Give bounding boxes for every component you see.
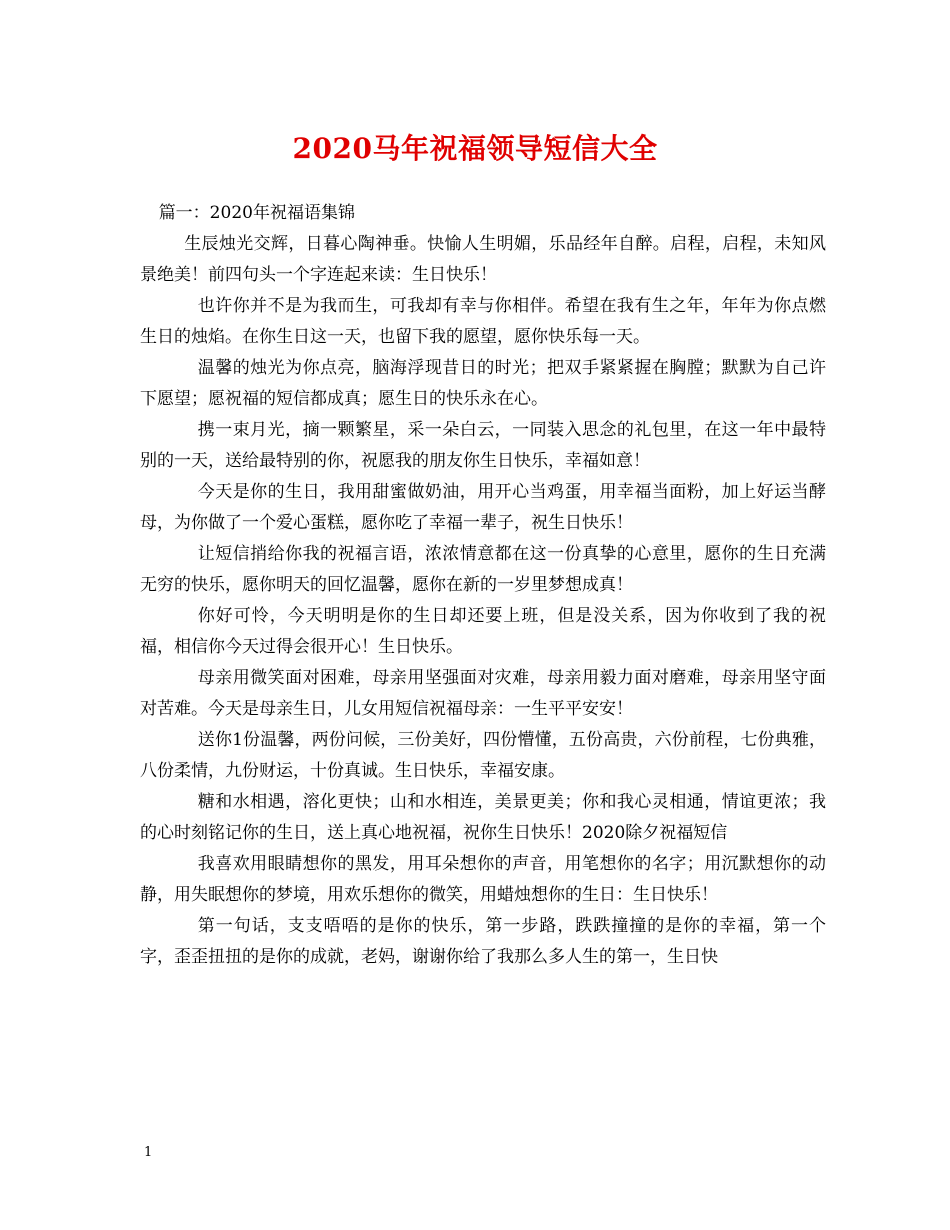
- paragraph: 生辰烛光交辉，日暮心陶神垂。快愉人生明媚，乐品经年自醉。启程，启程，未知风景绝美！前四句头一个字连起来读：生日快乐！: [140, 234, 826, 285]
- paragraph: 你好可怜，今天明明是你的生日却还要上班，但是没关系，因为你收到了我的祝福，相信你今天过得会很开心！生日快乐。: [140, 606, 826, 657]
- paragraph: 我喜欢用眼睛想你的黑发，用耳朵想你的声音，用笔想你的名字；用沉默想你的动静，用失眠想你的梦境，用欢乐想你的微笑，用蜡烛想你的生日：生日快乐！: [140, 854, 826, 905]
- paragraph: 今天是你的生日，我用甜蜜做奶油，用开心当鸡蛋，用幸福当面粉，加上好运当酵母，为你做了一个爱心蛋糕，愿你吃了幸福一辈子，祝生日快乐！: [140, 482, 826, 533]
- paragraph: 糖和水相遇，溶化更快；山和水相连，美景更美；你和我心灵相通，情谊更浓；我的心时刻铭记你的生日，送上真心地祝福，祝你生日快乐！2020除夕祝福短信: [140, 792, 826, 843]
- paragraph: 温馨的烛光为你点亮，脑海浮现昔日的时光；把双手紧紧握在胸膛；默默为自己许下愿望；愿祝福的短信都成真；愿生日的快乐永在心。: [140, 358, 826, 409]
- section-heading: 篇一：2020年祝福语集锦: [158, 203, 355, 223]
- document-body: [140, 198, 826, 973]
- paragraph: 送你1份温馨，两份问候，三份美好，四份懵懂，五份高贵，六份前程，七份典雅，八份柔情，九份财运，十份真诚。生日快乐，幸福安康。: [140, 730, 826, 781]
- paragraph: 母亲用微笑面对困难，母亲用坚强面对灾难，母亲用毅力面对磨难，母亲用坚守面对苦难。今天是母亲生日，儿女用短信祝福母亲：一生平平安安！: [140, 668, 826, 719]
- paragraph: 第一句话，支支唔唔的是你的快乐，第一步路，跌跌撞撞的是你的幸福，第一个字，歪歪扭扭的是你的成就，老妈，谢谢你给了我那么多人生的第一，生日快: [140, 916, 826, 967]
- paragraph: 也许你并不是为我而生，可我却有幸与你相伴。希望在我有生之年，年年为你点燃生日的烛焰。在你生日这一天，也留下我的愿望，愿你快乐每一天。: [140, 296, 826, 347]
- page-number: 1: [144, 1145, 153, 1160]
- document-title: 2020马年祝福领导短信大全: [292, 132, 658, 165]
- paragraph: 携一束月光，摘一颗繁星，采一朵白云，一同装入思念的礼包里，在这一年中最特别的一天，送给最特别的你，祝愿我的朋友你生日快乐，幸福如意！: [140, 420, 826, 471]
- paragraph: 让短信捎给你我的祝福言语，浓浓情意都在这一份真挚的心意里，愿你的生日充满无穷的快乐，愿你明天的回忆温馨，愿你在新的一岁里梦想成真！: [140, 544, 826, 595]
